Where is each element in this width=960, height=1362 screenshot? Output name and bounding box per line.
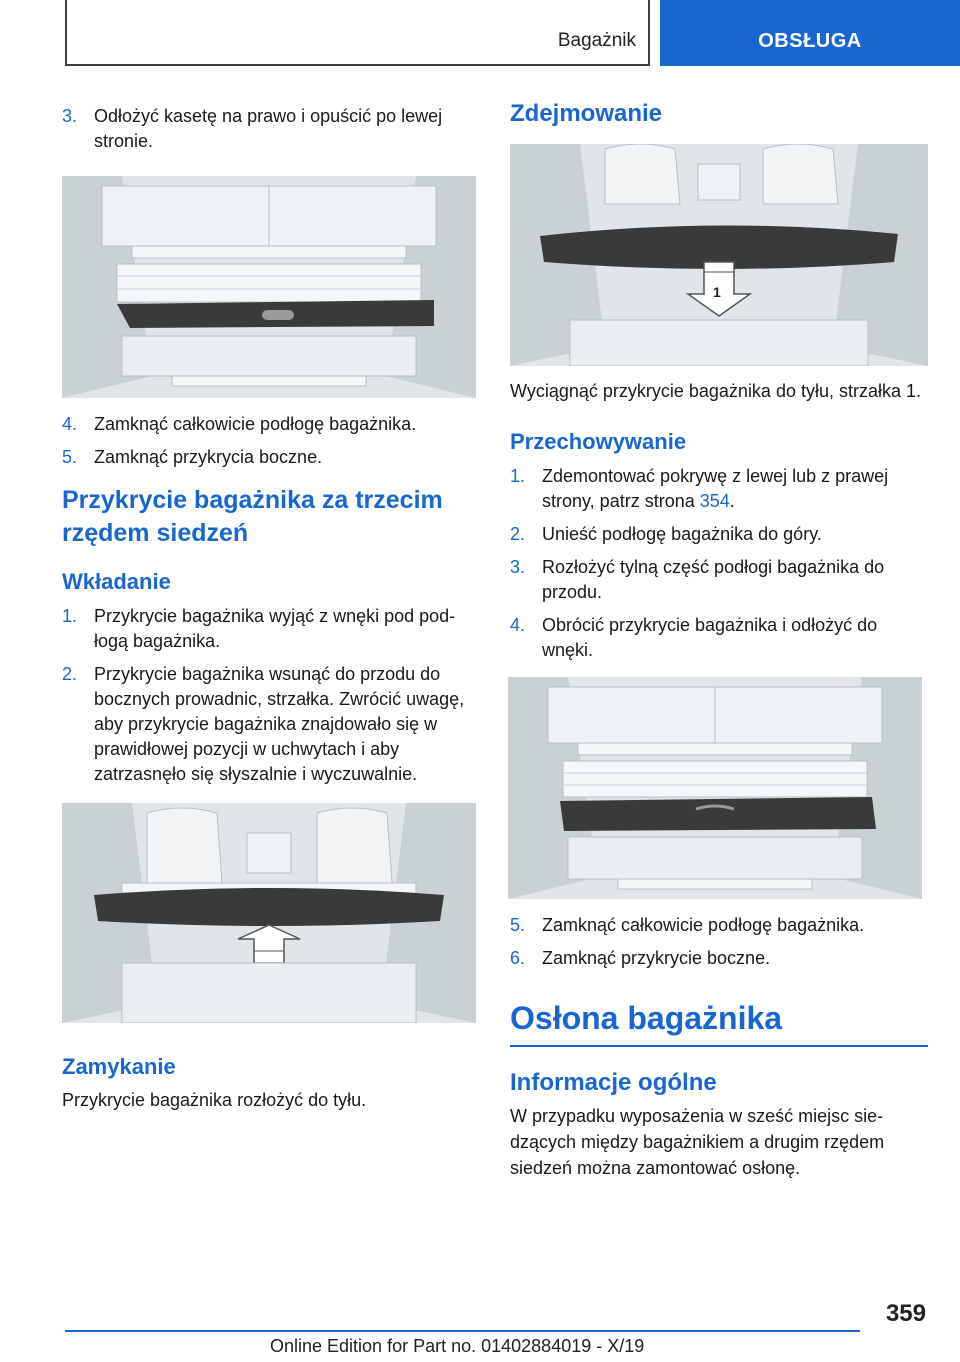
- step-number: 1.: [62, 606, 78, 626]
- step-text: Zdemontować pokrywę z lewej lub z prawej strony, patrz strona 354.: [542, 466, 889, 511]
- step-text: Zamknąć całkowicie podłogę bagażnika.: [542, 915, 865, 935]
- section-heading: Przykrycie bagażnika za trzecim rzędem siedzeń: [62, 486, 443, 547]
- step-number: 2.: [510, 524, 526, 544]
- list-item: [62, 662, 476, 787]
- subheading-insert: Wkładanie: [62, 569, 171, 594]
- list-item: [62, 412, 476, 437]
- info-text: W przypadku wyposażenia w sześć miejsc siedzących między bagażnikiem a drugim rzędem siedzeń można zamontować osłonę.: [510, 1106, 885, 1178]
- subheading-storage: Przechowywanie: [510, 429, 687, 454]
- trunk-illustration: [510, 144, 928, 366]
- figure-cover-insert: [62, 803, 476, 1023]
- footer-rule: [65, 1330, 860, 1332]
- header-chapter-label: OBSŁUGA: [758, 30, 862, 52]
- heading-rule: [510, 1045, 928, 1047]
- footer-edition: Online Edition for Part no. 01402884019 - X/19: [270, 1336, 645, 1356]
- list-item: [510, 946, 928, 971]
- step-text: Przykrycie bagażnika wyjąć z wnęki pod podłogą bagażnika.: [94, 606, 456, 651]
- list-item: [510, 464, 928, 514]
- list-item: [510, 913, 928, 938]
- step-number: 3.: [510, 557, 526, 577]
- list-item: [62, 445, 476, 470]
- header-chapter-tab[interactable]: [660, 0, 960, 66]
- page-link[interactable]: 354: [699, 491, 730, 511]
- step-number: 6.: [510, 948, 526, 968]
- step-text: Zamknąć całkowicie podłogę bagażnika.: [94, 414, 417, 434]
- step-number: 4.: [510, 615, 526, 635]
- trunk-illustration: [508, 677, 922, 899]
- list-item: [510, 613, 928, 663]
- trunk-illustration: [62, 176, 476, 398]
- step-number: 2.: [62, 664, 78, 684]
- subheading-closing: Zamykanie: [62, 1054, 176, 1079]
- step-text: Odłożyć kasetę na prawo i opuścić po lewej stronie.: [94, 106, 443, 151]
- subheading-removal: Zdejmowanie: [510, 100, 663, 127]
- page-number: 359: [885, 1300, 926, 1327]
- step-text: Obrócić przykrycie bagażnika i odłożyć do wnęki.: [542, 615, 878, 660]
- removal-text: Wyciągnąć przykrycie bagażnika do tyłu, strzałka 1.: [510, 381, 922, 401]
- step-text: Zamknąć przykrycia boczne.: [94, 447, 323, 467]
- figure-cover-removal: [510, 144, 928, 366]
- subheading-info: Informacje ogólne: [510, 1069, 717, 1096]
- step-number: 5.: [510, 915, 526, 935]
- step-number: 5.: [62, 447, 78, 467]
- header-section-title: Bagażnik: [557, 30, 636, 51]
- list-item: [510, 555, 928, 605]
- figure-cover-stored: [508, 677, 922, 899]
- step-text: Unieść podłogę bagażnika do góry.: [542, 524, 822, 544]
- step-text: Zamknąć przykrycie boczne.: [542, 948, 771, 968]
- header-section-box: [65, 0, 650, 66]
- trunk-illustration: [62, 803, 476, 1023]
- list-item: [62, 104, 476, 154]
- right-column: [510, 100, 928, 1181]
- step-text: Przykrycie bagażnika wsunąć do przodu do bocznych prowadnic, strzałka. Zwrócić uwagę, aby przykrycie bagażnika znajdowało się w prawidłowej pozycji w uchwytach i aby zatrzasnęło się słyszalnie i wyczuwalnie.: [94, 664, 465, 784]
- closing-text: Przykrycie bagażnika rozłożyć do tyłu.: [62, 1090, 367, 1110]
- list-item: [62, 604, 476, 654]
- step-number: 3.: [62, 106, 78, 126]
- step-number: 1.: [510, 466, 526, 486]
- list-item: [510, 522, 928, 547]
- left-column: [62, 104, 476, 1113]
- step-text: Rozłożyć tylną część podłogi bagażnika do przodu.: [542, 557, 885, 602]
- arrow-label: 1: [713, 284, 721, 300]
- chapter-heading: Osłona bagażnika: [510, 1000, 783, 1036]
- step-number: 4.: [62, 414, 78, 434]
- figure-cassette-removed: [62, 176, 476, 398]
